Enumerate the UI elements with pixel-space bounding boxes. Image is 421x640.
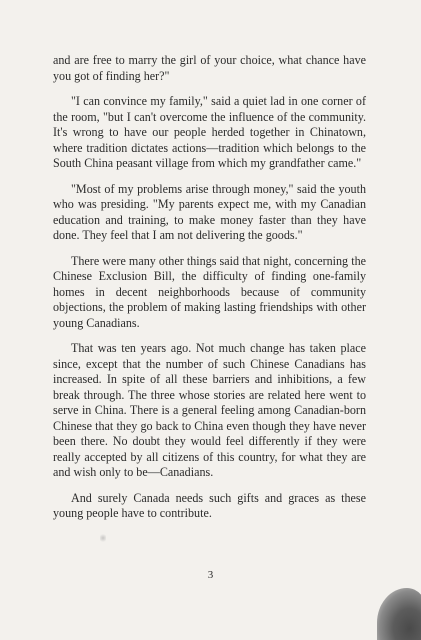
body-text xyxy=(53,53,366,532)
paragraph-2: "I can convince my family," said a quiet lad in one corner of the room, "but I can't overcome the influence of the community. It's wrong to have our people herded together in Chinatown, where tradition dictates actions—tradition which belongs to the South China peasant village from which my grandfather came." xyxy=(53,94,366,170)
corner-smudge xyxy=(377,588,421,640)
paragraph-1: and are free to marry the girl of your choice, what chance have you got of finding her?" xyxy=(53,53,366,83)
paragraph-4: There were many other things said that night, concerning the Chinese Exclusion Bill, the difficulty of finding one-family homes in decent neighborhoods because of community objections, the problem of making lasting friendships with other young Canadians. xyxy=(53,253,366,330)
page-number: 3 xyxy=(207,569,214,581)
paragraph-6: And surely Canada needs such gifts and graces as these young people have to contribute. xyxy=(53,490,366,520)
paragraph-5: That was ten years ago. Not much change has taken place since, except that the number of such Chinese Canadians has increased. In spite of all these barriers and inhibitions, a few break through. The three whose stories are related here went to serve in China. There is a general feeling among Canadian-born Chinese that they go back to China even though they have never been there. No doubt they would feel differently if they were really accepted by all citizens of this country, for what they are and wish only to be—Canadians. xyxy=(53,341,366,479)
paper-speck xyxy=(100,533,106,543)
paragraph-3: "Most of my problems arise through money," said the youth who was presiding. "My parents expect me, with my Canadian education and training, to make money faster than they have done. They feel that I am not delivering the goods." xyxy=(53,181,366,242)
